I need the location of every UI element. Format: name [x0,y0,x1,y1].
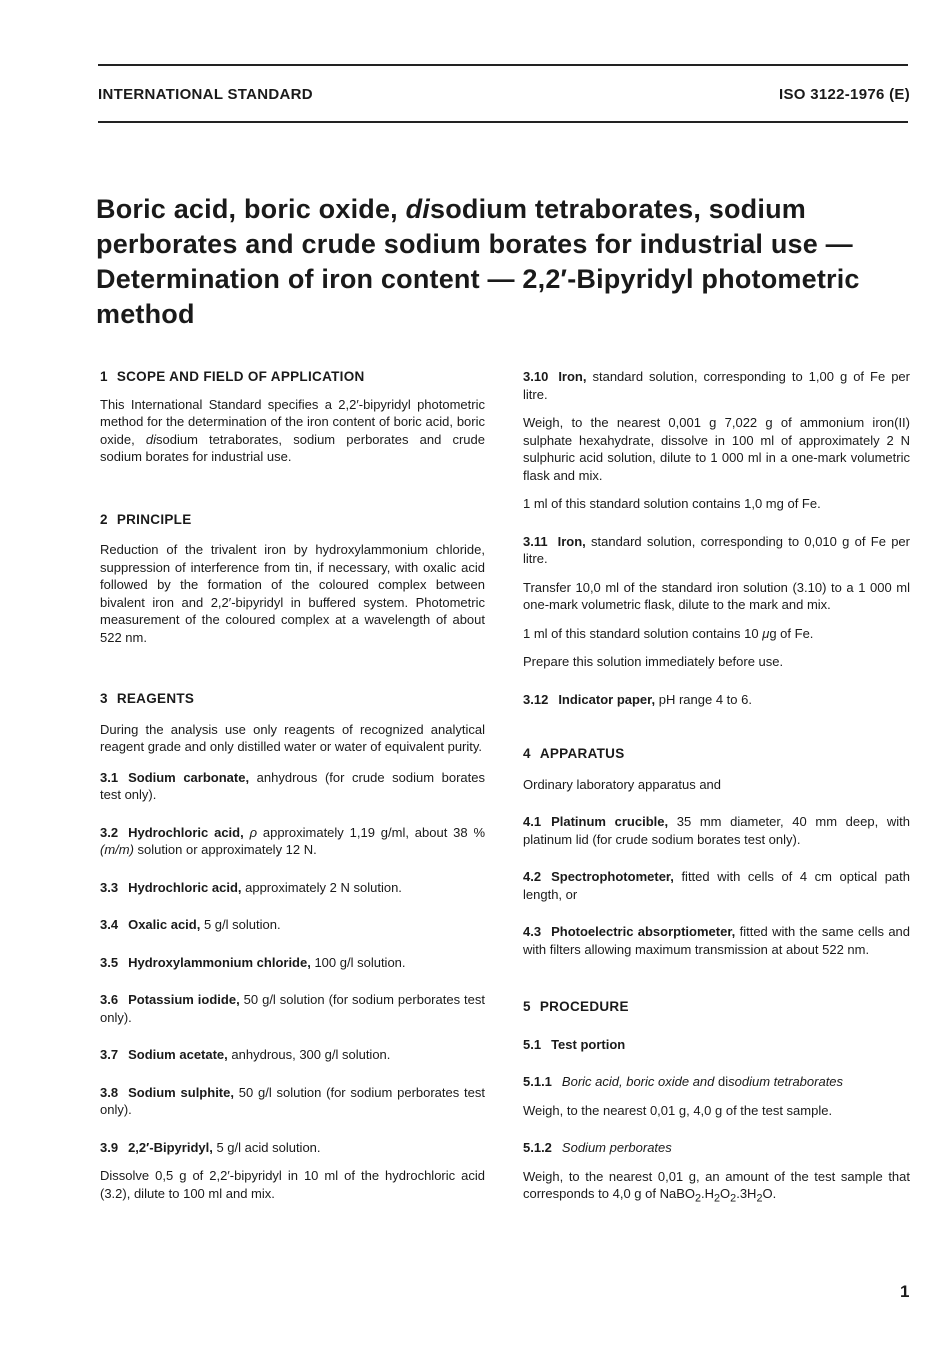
reagent-3-9: 3.9 2,2′-Bipyridyl, 5 g/l acid solution. [100,1139,321,1155]
reagents-intro: During the analysis use only reagents of recognized analytical reagent grade and only distilled water or water of equivalent purity. [100,721,485,754]
right-column [523,368,910,1208]
reagent-3-11: 3.11 Iron, standard solution, corresponding to 0,010 g of Fe per litre. [523,533,910,566]
apparatus-4-3: 4.3 Photoelectric absorptiometer, fitted with the same cells and with filters allowing maximum transmission at about 522 nm. [523,924,911,957]
left-column [100,368,485,1202]
reagent-3-6: 3.6 Potassium iodide, 50 g/l solution (for sodium perborates test only). [100,992,485,1025]
procedure-5-1-1-title: 5.1.1 Boric acid, boric oxide and disodium tetraborates [523,1074,844,1089]
reagent-3-10-preparation: Weigh, to the nearest 0,001 g 7,022 g of ammonium iron(II) sulphate hexahydrate, dissolve in 100 ml of approximately 2 N sulphuric acid solution, dilute to 1 000 ml in a one-mark volumetric flask and mix. [523,415,910,483]
header-bottom-rule [98,121,908,123]
section-heading-apparatus: 4 APPARATUS [523,746,625,761]
procedure-5-1-2-text: Weigh, to the nearest 0,01 g, an amount of the test sample that corresponds to 4,0 g of $NaBO_2.H_2O_2.3H_2O$. [523,1168,910,1205]
section-heading-procedure: 5 PROCEDURE [523,999,629,1014]
reagent-3-7: 3.7 Sodium acetate, anhydrous, 300 g/l solution. [100,1047,391,1062]
reagent-3-10: 3.10 Iron, standard solution, corresponding to 1,00 g of Fe per litre. [523,369,910,402]
document-title: Boric acid, boric oxide, disodium tetraborates, sodium perborates and crude sodium borates for industrial use — Determination of iron content — 2,2′-Bipyridyl photometric method [96,194,860,329]
section-heading-reagents: 3 REAGENTS [100,691,195,706]
apparatus-4-1: 4.1 Platinum crucible, 35 mm diameter, 40 mm deep, with platinum lid (for crude sodium borates test only). [523,814,910,847]
page-number: 1 [900,1282,910,1301]
reagent-3-4: 3.4 Oxalic acid, 5 g/l solution. [100,917,281,932]
reagent-3-11-concentration: 1 ml of this standard solution contains 10 μg of Fe. [523,625,814,641]
reagent-3-11-note: Prepare this solution immediately before use. [523,654,784,669]
section-heading-scope: 1 SCOPE AND FIELD OF APPLICATION [100,369,365,384]
scope-paragraph: This International Standard specifies a 2,2′-bipyridyl photometric method for the determination of the iron content of boric acid, boric oxide, disodium tetraborates, sodium perborates and crude sodium borates for industrial use. [100,396,485,464]
reagent-3-3: 3.3 Hydrochloric acid, approximately 2 N solution. [100,879,402,895]
procedure-5-1-2-title: 5.1.2 Sodium perborates [523,1140,672,1155]
procedure-5-1-1-text: Weigh, to the nearest 0,01 g, 4,0 g of the test sample. [523,1102,833,1118]
reagent-3-12: 3.12 Indicator paper, pH range 4 to 6. [523,691,752,707]
header-standard-label: INTERNATIONAL STANDARD [98,86,313,103]
header-top-rule [98,64,908,66]
apparatus-intro: Ordinary laboratory apparatus and [523,776,722,792]
procedure-5-1: 5.1 Test portion [523,1036,626,1052]
section-heading-principle: 2 PRINCIPLE [100,511,192,527]
reagent-3-5: 3.5 Hydroxylammonium chloride, 100 g/l solution. [100,954,406,970]
reagent-3-10-concentration: 1 ml of this standard solution contains 1,0 mg of Fe. [523,496,821,511]
apparatus-4-2: 4.2 Spectrophotometer, fitted with cells of 4 cm optical path length, or [523,869,910,902]
reagent-3-2: 3.2 Hydrochloric acid, ρ approximately 1,19 g/ml, about 38 % (m/m) solution or approximately 12 N. [100,824,486,857]
reagent-3-1: 3.1 Sodium carbonate, anhydrous (for crude sodium borates test only). [100,769,485,802]
principle-paragraph: Reduction of the trivalent iron by hydroxylammonium chloride, suppression of interference from tin, if necessary, with oxalic acid followed by the formation of the coloured complex between bivalent iron and 2,2′-bipyridyl in buffered system. Photometric measurement of the coloured complex at a wavelength of about 522 nm. [100,542,485,645]
reagent-3-8: 3.8 Sodium sulphite, 50 g/l solution (for sodium perborates test only). [100,1084,485,1117]
reagent-3-9-detail: Dissolve 0,5 g of 2,2′-bipyridyl in 10 ml of the hydrochloric acid (3.2), dilute to 100 ml and mix. [100,1168,485,1201]
header-standard-number: ISO 3122-1976 (E) [778,86,910,103]
reagent-3-11-preparation: Transfer 10,0 ml of the standard iron solution (3.10) to a 1 000 ml one-mark volumetric flask, dilute to the mark and mix. [523,579,910,612]
